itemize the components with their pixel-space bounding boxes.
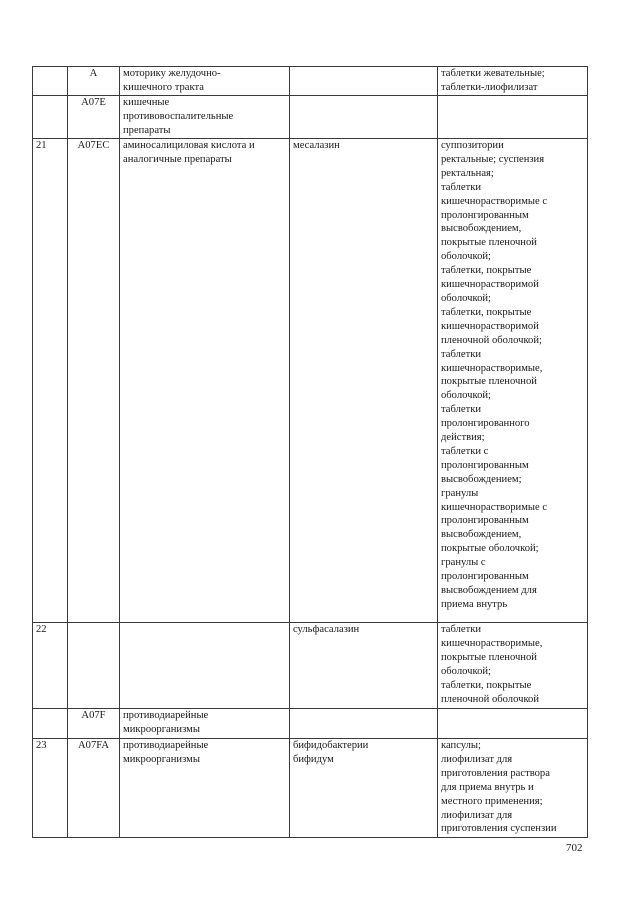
atc-group-name-cell — [120, 67, 290, 96]
dosage-forms-cell-line: кишечнорастворимые, — [441, 362, 543, 374]
drug-name-cell — [290, 96, 438, 139]
dosage-forms-cell-line: гранулы с — [441, 557, 486, 569]
dosage-forms-cell-line: высвобождением, — [441, 223, 522, 235]
dosage-forms-cell-line: таблетки, покрытые — [441, 679, 532, 691]
dosage-forms-cell-line: пленочной оболочкой — [441, 693, 540, 705]
dosage-forms-cell-line: оболочкой; — [441, 251, 491, 263]
drug-name-cell — [290, 67, 438, 96]
drug-classification-table — [32, 66, 588, 838]
table-row — [33, 96, 588, 139]
dosage-forms-cell-line: высвобождением, — [441, 529, 522, 541]
dosage-forms-cell-line: капсулы; — [441, 740, 481, 751]
drug-name-cell — [290, 709, 438, 739]
dosage-forms-cell-line: высвобождением для — [441, 585, 537, 596]
dosage-forms-cell-line: покрытые пленочной — [441, 376, 537, 388]
dosage-forms-cell-line: местного применения; — [441, 795, 543, 807]
atc-code-cell — [68, 623, 120, 709]
dosage-forms-cell-line: оболочкой; — [441, 390, 491, 402]
dosage-forms-cell-line: лиофилизат для — [441, 753, 513, 765]
drug-name-cell-line: бифидум — [293, 753, 334, 765]
atc-group-name-cell — [120, 709, 290, 739]
atc-group-name-cell — [120, 96, 290, 139]
dosage-forms-cell — [438, 139, 588, 623]
dosage-forms-cell-line: таблетки, покрытые — [441, 265, 532, 277]
row-number-cell: 21 — [33, 139, 68, 623]
atc-group-name-cell-line: аналогичные препараты — [123, 153, 232, 165]
dosage-forms-cell-line: пролонгированным — [441, 459, 529, 471]
dosage-forms-cell-line: таблетки, покрытые — [441, 306, 532, 318]
dosage-forms-cell-line: высвобождением; — [441, 473, 522, 485]
dosage-forms-cell — [438, 709, 588, 739]
atc-group-name-cell-line: противовоспалительные — [123, 110, 234, 122]
dosage-forms-cell-line: оболочкой; — [441, 292, 491, 304]
row-number-cell — [33, 709, 68, 739]
atc-group-name-cell-line: кишечные — [123, 97, 170, 108]
dosage-forms-cell-line: суппозитории — [441, 140, 504, 151]
dosage-forms-cell — [438, 67, 588, 96]
drug-name-cell — [290, 139, 438, 623]
dosage-forms-cell-line: кишечнорастворимые, — [441, 637, 543, 649]
table-body — [33, 67, 588, 838]
table-row — [33, 739, 588, 838]
dosage-forms-cell-line: приготовления суспензии — [441, 823, 557, 835]
dosage-forms-cell-line: кишечнорастворимые с — [441, 195, 548, 207]
dosage-forms-cell-line: приема внутрь — [441, 598, 508, 610]
dosage-forms-cell-line: таблетки с — [441, 445, 489, 457]
row-number-cell — [33, 96, 68, 139]
row-number-cell: 22 — [33, 623, 68, 709]
atc-group-name-cell — [120, 623, 290, 709]
drug-name-cell — [290, 739, 438, 838]
dosage-forms-cell-line: оболочкой; — [441, 665, 491, 677]
drug-name-cell-line: сульфасалазин — [293, 624, 360, 635]
dosage-forms-cell-line: действия; — [441, 432, 485, 444]
dosage-forms-cell — [438, 623, 588, 709]
dosage-forms-cell — [438, 739, 588, 838]
table-row — [33, 139, 588, 623]
dosage-forms-cell-line: таблетки — [441, 624, 482, 635]
dosage-forms-cell-line: кишечнорастворимой — [441, 320, 539, 332]
dosage-forms-cell-line: покрытые пленочной — [441, 237, 537, 249]
dosage-forms-cell-line: покрытые оболочкой; — [441, 543, 539, 555]
dosage-forms-cell-line: ректальная; — [441, 167, 494, 179]
dosage-forms-cell-line: ректальные; суспензия — [441, 153, 545, 165]
atc-group-name-cell-line: кишечного тракта — [123, 81, 204, 93]
dosage-forms-cell-line: кишечнорастворимой — [441, 279, 539, 291]
drug-name-cell — [290, 623, 438, 709]
dosage-forms-cell-line: таблетки — [441, 348, 482, 360]
dosage-forms-cell-line: пролонгированным — [441, 209, 529, 221]
table-row — [33, 709, 588, 739]
atc-code-cell: A07EC — [68, 139, 120, 623]
dosage-forms-cell-line: гранулы — [441, 487, 479, 499]
drug-name-cell-line: месалазин — [293, 140, 340, 151]
dosage-forms-cell-line: пролонгированным — [441, 515, 529, 527]
row-number-cell: 23 — [33, 739, 68, 838]
dosage-forms-cell-line: для приема внутрь и — [441, 781, 534, 793]
atc-group-name-cell-line: микроорганизмы — [123, 753, 200, 765]
atc-group-name-cell-line: аминосалициловая кислота и — [123, 140, 255, 151]
page-number: 702 — [566, 842, 583, 854]
dosage-forms-cell-line: таблетки-лиофилизат — [441, 81, 538, 93]
dosage-forms-cell-line: пролонгированного — [441, 418, 530, 430]
table-row — [33, 67, 588, 96]
dosage-forms-cell-line: пленочной оболочкой; — [441, 334, 542, 346]
dosage-forms-cell — [438, 96, 588, 139]
atc-group-name-cell — [120, 139, 290, 623]
atc-code-cell: A — [68, 67, 120, 96]
dosage-forms-cell-line: лиофилизат для — [441, 809, 513, 821]
dosage-forms-cell-line: таблетки — [441, 181, 482, 193]
dosage-forms-cell-line: приготовления раствора — [441, 767, 550, 779]
row-number-cell — [33, 67, 68, 96]
atc-code-cell: A07F — [68, 709, 120, 739]
atc-group-name-cell-line: моторику желудочно- — [123, 68, 221, 79]
atc-group-name-cell-line: противодиарейные — [123, 740, 209, 751]
dosage-forms-cell-line: таблетки — [441, 404, 482, 416]
atc-group-name-cell-line: препараты — [123, 124, 171, 136]
drug-name-cell-line: бифидобактерии — [293, 740, 369, 751]
atc-group-name-cell-line: противодиарейные — [123, 710, 209, 721]
atc-group-name-cell-line: микроорганизмы — [123, 723, 200, 735]
dosage-forms-cell-line: кишечнорастворимые с — [441, 501, 548, 513]
atc-group-name-cell — [120, 739, 290, 838]
atc-code-cell: A07FA — [68, 739, 120, 838]
dosage-forms-cell-line: таблетки жевательные; — [441, 68, 545, 79]
atc-code-cell: A07E — [68, 96, 120, 139]
table-row — [33, 623, 588, 709]
dosage-forms-cell-line: пролонгированным — [441, 571, 529, 583]
dosage-forms-cell-line: покрытые пленочной — [441, 651, 537, 663]
